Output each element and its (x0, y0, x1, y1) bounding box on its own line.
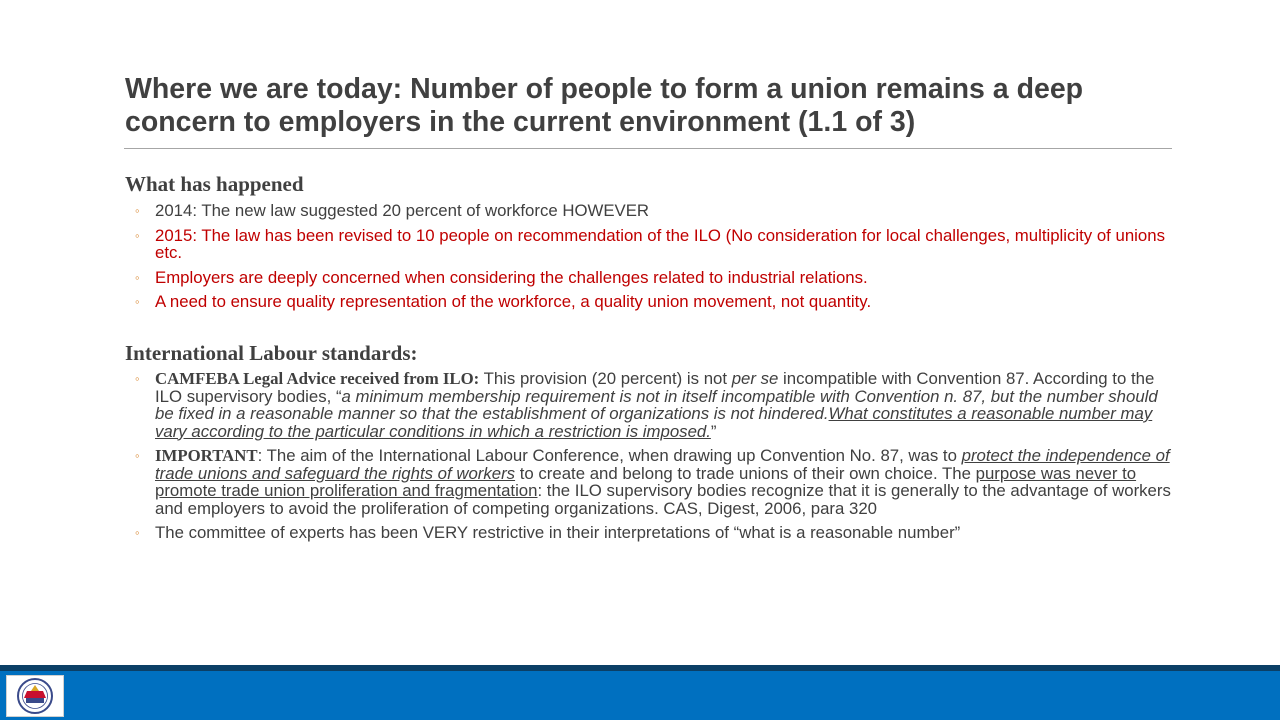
list-item: ◦ Employers are deeply concerned when considering the challenges related to industrial relations. (135, 267, 868, 287)
bullet-icon: ◦ (135, 525, 140, 540)
slide-title: Where we are today: Number of people to form a union remains a deep concern to employers in the current environment (1.1 of 3) (125, 73, 1084, 138)
bullet-icon: ◦ (135, 294, 140, 309)
bullet-icon: ◦ (135, 203, 140, 218)
list-item: ◦ 2014: The new law suggested 20 percent of workforce HOWEVER (135, 201, 650, 220)
bullet-icon: ◦ (135, 227, 140, 243)
list-item: ◦ IMPORTANT: The aim of the International Labour Conference, when drawing up Convention No. 87, was to protect the independence of trade unions and safeguard the rights of workers to create and belong to trade unions of their own choice. The purpose was never to promote trade union proliferation and fragmentation: the ILO supervisory bodies recognize that it is generally to the advantage of workers and employers to avoid the proliferation of competing organizations. CAS, Digest, 2006, para 320 (135, 446, 1171, 518)
section-heading-international-labour-standards: International Labour standards: (125, 341, 418, 365)
bullet-icon: ◦ (135, 448, 140, 463)
logo-emblem-icon (7, 676, 63, 716)
camfeba-logo-icon (6, 675, 64, 717)
list-item: ◦ The committee of experts has been VERY restrictive in their interpretations of “what is a reasonable number” (135, 523, 961, 542)
footer-bar (0, 665, 1280, 720)
list-item: ◦ CAMFEBA Legal Advice received from ILO: This provision (20 percent) is not per se incompatible with Convention 87. According to the ILO supervisory bodies, “a minimum membership requirement is not in itself incompatible with Convention n. 87, but the number should be fixed in a reasonable manner so that the establishment of organizations is not hindered.What constitutes a reasonable number may vary according to the particular conditions in which a restriction is imposed.” (135, 369, 1158, 441)
title-divider (124, 148, 1172, 149)
list-item: ◦ 2015: The law has been revised to 10 people on recommendation of the ILO (No consideration for local challenges, multiplicity of unions etc. (135, 225, 1165, 262)
bullet-icon: ◦ (135, 371, 140, 386)
bullet-icon: ◦ (135, 269, 140, 285)
list-item: ◦ A need to ensure quality representation of the workforce, a quality union movement, not quantity. (135, 292, 872, 311)
labour-standards-list (135, 370, 1175, 549)
what-has-happened-list (135, 202, 1175, 318)
section-heading-what-has-happened: What has happened (125, 172, 304, 196)
